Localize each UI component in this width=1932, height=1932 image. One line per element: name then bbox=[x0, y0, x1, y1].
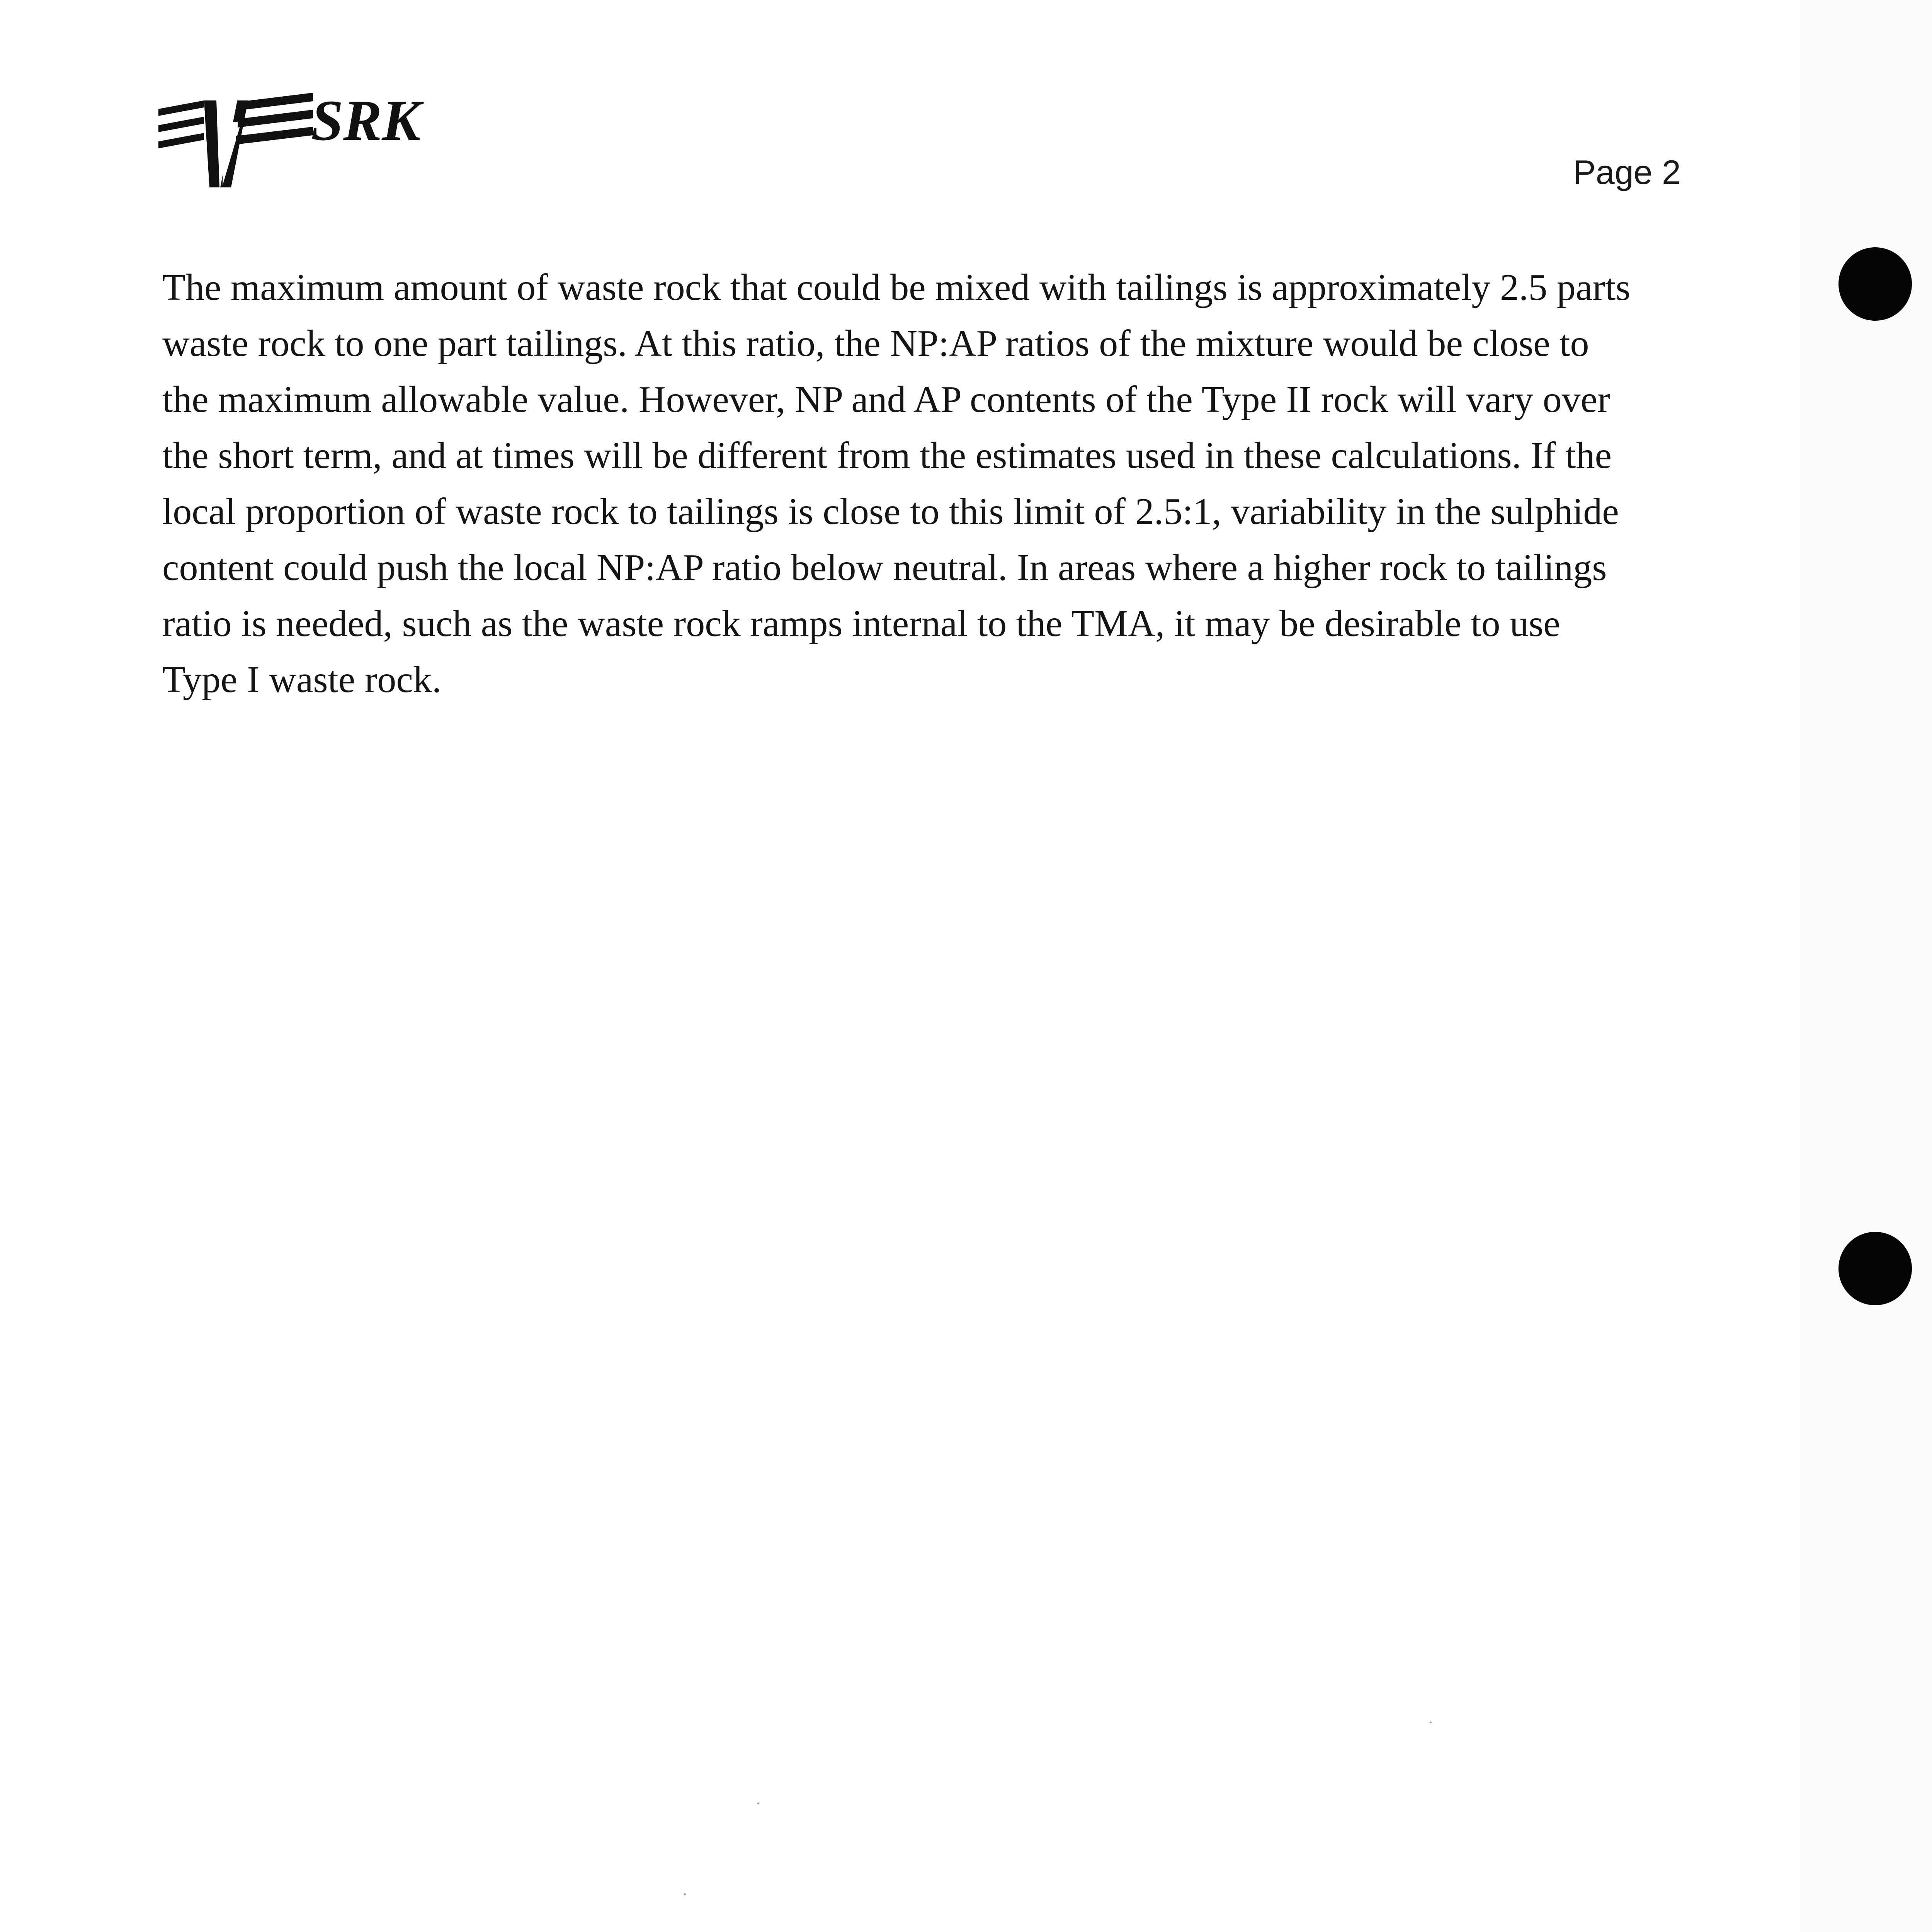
paragraph-line: content could push the local NP:AP ratio below neutral. In areas where a higher rock to tailings bbox=[162, 547, 1607, 588]
scan-speck bbox=[757, 1803, 759, 1804]
paragraph-line: local proportion of waste rock to tailings is close to this limit of 2.5:1, variability in the sulphide bbox=[162, 491, 1619, 532]
paragraph-line: waste rock to one part tailings. At this ratio, the NP:AP ratios of the mixture would be close to bbox=[162, 323, 1589, 364]
srk-logo-icon bbox=[158, 85, 429, 197]
paragraph-line: Type I waste rock. bbox=[162, 659, 442, 701]
logo-wordmark: SRK bbox=[311, 88, 421, 153]
paragraph-line: The maximum amount of waste rock that could be mixed with tailings is approximately 2.5 parts bbox=[162, 267, 1631, 308]
punch-hole bbox=[1838, 1232, 1912, 1305]
paragraph-line: ratio is needed, such as the waste rock ramps internal to the TMA, it may be desirable to use bbox=[162, 603, 1560, 645]
paragraph-line: the maximum allowable value. However, NP and AP contents of the Type II rock will vary over bbox=[162, 379, 1610, 420]
paragraph-line: the short term, and at times will be different from the estimates used in these calculations. If the bbox=[162, 435, 1612, 476]
scan-speck bbox=[684, 1893, 686, 1895]
body-paragraph bbox=[162, 260, 1681, 708]
scan-speck bbox=[1430, 1721, 1432, 1723]
punch-hole bbox=[1838, 247, 1912, 321]
page-label: Page 2 bbox=[1573, 153, 1681, 191]
